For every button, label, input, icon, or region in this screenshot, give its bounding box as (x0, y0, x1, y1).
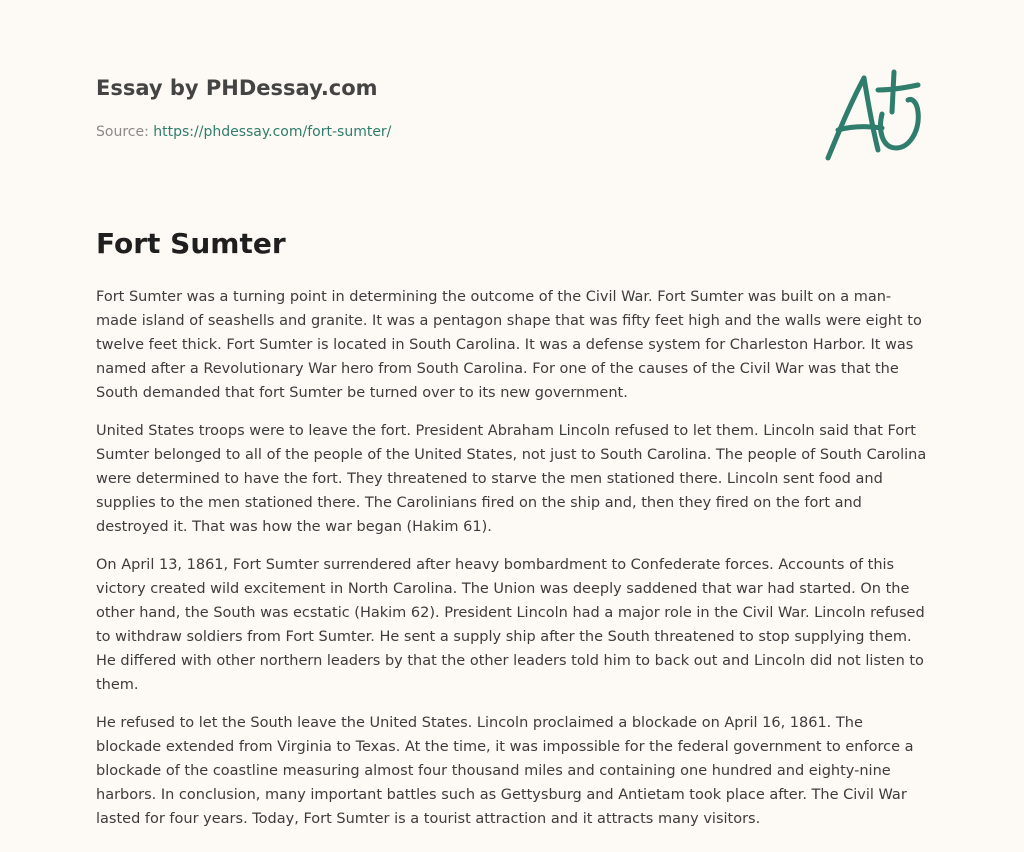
essay-body (96, 285, 932, 845)
essay-paragraph: United States troops were to leave the fort. President Abraham Lincoln refused to let them. Lincoln said that Fort Sumter belonged to all of the people of the United States, not just to South Carolina. The people of South Carolina were determined to have the fort. They threatened to starve the men stationed there. Lincoln sent food and supplies to the men stationed there. The Carolinians fired on the ship and, then they fired on the fort and destroyed it. That was how the war began (Hakim 61). (96, 423, 927, 535)
source-link[interactable]: https://phdessay.com/fort-sumter/ (153, 124, 392, 140)
essay-paragraph: On April 13, 1861, Fort Sumter surrendered after heavy bombardment to Confederate forces. Accounts of this victory created wild excitement in North Carolina. The Union was deeply saddened that war had started. On the other hand, the South was ecstatic (Hakim 62). President Lincoln had a major role in the Civil War. Lincoln refused to withdraw soldiers from Fort Sumter. He sent a supply ship after the South threatened to stop supplying them. He differed with other northern leaders by that the other leaders told him to back out and Lincoln did not listen to them. (96, 557, 925, 693)
site-title: Essay by PHDessay.com (96, 76, 378, 100)
a-plus-logo-icon (824, 68, 928, 164)
essay-title: Fort Sumter (96, 227, 286, 260)
essay-paragraph: Fort Sumter was a turning point in determining the outcome of the Civil War. Fort Sumter was built on a man-made island of seashells and granite. It was a pentagon shape that was fifty feet high and the walls were eight to twelve feet thick. Fort Sumter is located in South Carolina. It was a defense system for Charleston Harbor. It was named after a Revolutionary War hero from South Carolina. For one of the causes of the Civil War was that the South demanded that fort Sumter be turned over to its new government. (96, 289, 922, 401)
source-label: Source: (96, 124, 154, 140)
source-line (96, 124, 391, 140)
essay-paragraph: He refused to let the South leave the United States. Lincoln proclaimed a blockade on April 16, 1861. The blockade extended from Virginia to Texas. At the time, it was impossible for the federal government to enforce a blockade of the coastline measuring almost four thousand miles and containing one hundred and eighty-nine harbors. In conclusion, many important battles such as Gettysburg and Antietam took place after. The Civil War lasted for four years. Today, Fort Sumter is a tourist attraction and it attracts many visitors. (96, 715, 914, 827)
